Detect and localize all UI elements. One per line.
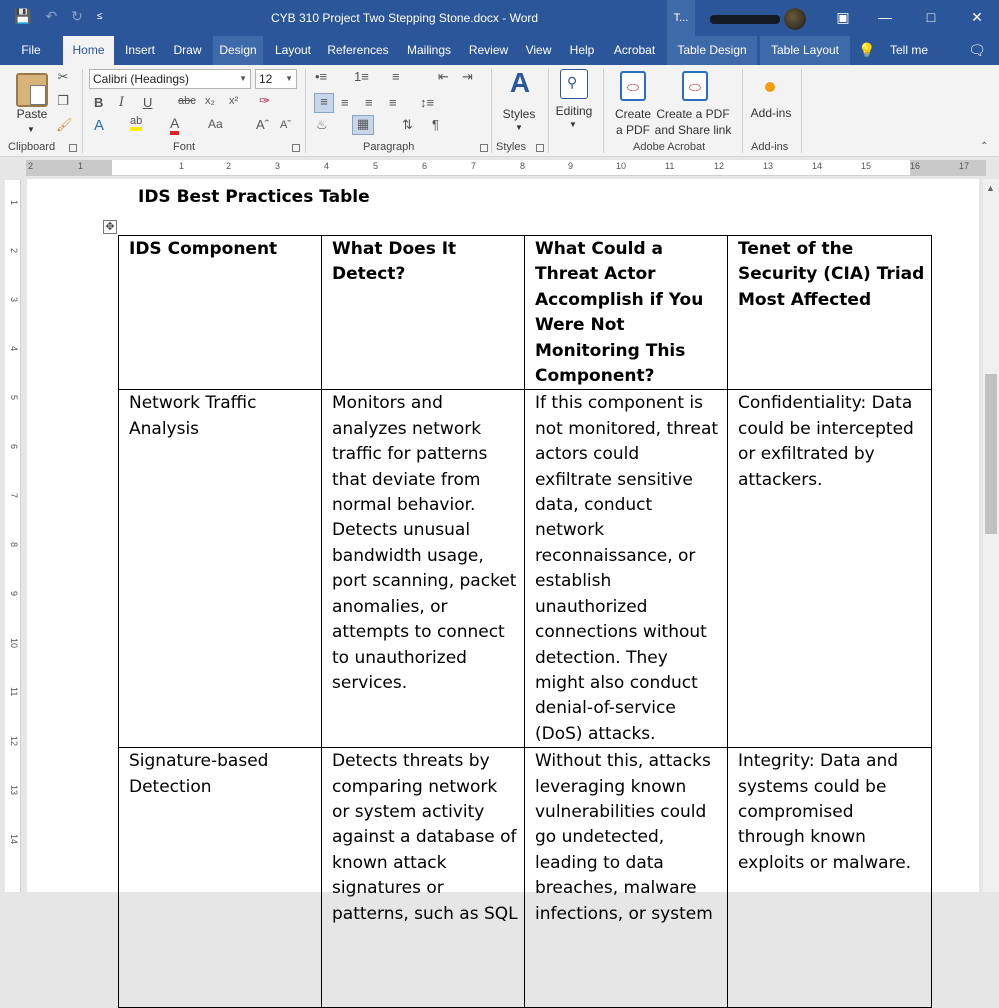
ruler-number: 3 (275, 161, 281, 171)
table-row (119, 390, 932, 748)
ruler-number: 1 (78, 161, 84, 171)
font-color-icon[interactable]: A (170, 115, 179, 135)
add-ins-button[interactable]: Add-ins (750, 106, 792, 120)
tab-layout[interactable]: Layout (274, 43, 312, 57)
create-share-label-1: Create a PDF (656, 107, 730, 121)
customize-qat-icon[interactable]: ≤ (96, 11, 103, 22)
highlight-color-icon[interactable]: ab (130, 115, 142, 131)
search-icon[interactable]: ⚲ (560, 69, 588, 99)
maximize-icon[interactable]: □ (926, 9, 936, 25)
font-size-select[interactable] (255, 69, 297, 89)
ruler-number: 9 (568, 161, 574, 171)
align-center-icon[interactable]: ≡ (341, 95, 349, 110)
ruler-number: 7 (471, 161, 477, 171)
align-left-icon[interactable]: ≡ (314, 93, 334, 113)
change-case-icon[interactable]: Aa (208, 117, 223, 131)
user-name-redacted (710, 15, 780, 24)
ribbon (0, 65, 999, 157)
paste-dropdown-icon[interactable]: ▼ (27, 125, 35, 134)
tab-acrobat[interactable]: Acrobat (613, 43, 656, 57)
table-cell[interactable]: Without this, attacks leveraging known vulnerabilities could go undetected, leading to data breaches, malware infections, or system (525, 748, 728, 1008)
collapse-ribbon-icon[interactable]: ⌃ (980, 141, 989, 152)
tab-help[interactable]: Help (569, 43, 595, 57)
text-effects-icon[interactable]: A (94, 117, 105, 134)
document-title: CYB 310 Project Two Stepping Stone.docx - Word (271, 11, 539, 25)
close-icon[interactable]: ✕ (971, 9, 983, 25)
ruler-number: 3 (9, 297, 19, 303)
clear-formatting-icon[interactable]: ✑ (259, 93, 270, 108)
underline-icon[interactable]: U (143, 95, 153, 110)
bold-icon[interactable]: B (94, 95, 104, 110)
cut-icon[interactable]: ✂ (57, 69, 69, 84)
ruler-number: 11 (9, 687, 19, 697)
tab-references[interactable]: References (327, 43, 389, 57)
group-label-adobe-acrobat: Adobe Acrobat (633, 141, 706, 153)
create-share-pdf-button[interactable] (652, 106, 734, 138)
table-cell[interactable]: Detects threats by comparing network or system activity against a database of known attack signatures or patterns, such as SQL (322, 748, 525, 1008)
font-launcher-icon[interactable] (292, 144, 300, 152)
ruler-number: 8 (9, 542, 19, 548)
create-share-label-2: and Share link (654, 123, 732, 137)
save-icon[interactable]: 💾 (14, 8, 32, 24)
tab-table-design[interactable]: Table Design (667, 36, 757, 65)
table-cell[interactable]: If this component is not monitored, threat actors could exfiltrate sensitive data, conduct network reconnaissance, or establish unauthorized connections without detection. They might also conduct denial-of-service (DoS) attacks. (525, 390, 728, 748)
scrollbar-thumb[interactable] (985, 374, 997, 534)
table-header-cell[interactable]: What Does It Detect? (322, 236, 525, 390)
tell-me-search[interactable]: Tell me (889, 43, 928, 57)
tab-home[interactable]: Home (63, 36, 114, 65)
add-ins-icon[interactable] (765, 82, 775, 92)
font-size-value: 12 (259, 72, 273, 86)
redo-icon[interactable]: ↻ (71, 8, 83, 24)
ruler-number: 16 (910, 161, 921, 171)
ruler-number: 12 (714, 161, 725, 171)
tab-review[interactable]: Review (468, 43, 509, 57)
sort-icon[interactable]: ⇅ (402, 117, 413, 132)
copy-icon[interactable]: ❐ (57, 93, 69, 108)
user-account[interactable] (706, 8, 806, 30)
table-header-row (119, 236, 932, 390)
group-label-font: Font (173, 141, 196, 153)
ruler-number: 10 (616, 161, 627, 171)
ruler-number: 8 (520, 161, 526, 171)
table-cell[interactable]: Network Traffic Analysis (119, 390, 322, 748)
tab-insert[interactable]: Insert (124, 43, 155, 57)
numbering-icon[interactable]: 1≡ (354, 69, 369, 84)
ruler-number: 5 (9, 395, 19, 401)
table-header-cell[interactable]: What Could a Threat Actor Accomplish if You Were Not Monitoring This Component? (525, 236, 728, 390)
styles-dropdown-icon[interactable]: ▼ (515, 123, 523, 132)
ruler-number: 1 (179, 161, 185, 171)
account-tab[interactable]: T... (667, 0, 695, 36)
bullets-icon[interactable]: •≡ (315, 69, 328, 84)
increase-indent-icon[interactable]: ⇥ (462, 69, 473, 84)
align-right-icon[interactable]: ≡ (365, 95, 373, 110)
clipboard-launcher-icon[interactable] (69, 144, 77, 152)
tab-file[interactable]: File (21, 43, 41, 57)
ruler-number: 14 (9, 834, 19, 845)
tab-table-layout[interactable]: Table Layout (760, 36, 850, 65)
ruler-number: 1 (9, 200, 19, 206)
show-marks-icon[interactable]: ¶ (432, 117, 439, 132)
create-pdf-label-2: a PDF (615, 123, 650, 137)
table-header-cell[interactable]: Tenet of the Security (CIA) Triad Most Affected (728, 236, 932, 390)
borders-icon[interactable]: ▦ (352, 115, 374, 135)
ruler-number: 13 (9, 785, 19, 796)
create-pdf-icon[interactable] (620, 71, 646, 101)
tab-draw[interactable]: Draw (173, 43, 202, 57)
ruler-number: 9 (9, 591, 19, 597)
quick-access-toolbar (14, 8, 102, 25)
ruler-number: 2 (226, 161, 232, 171)
styles-icon[interactable]: A (509, 67, 531, 98)
ruler-number: 2 (9, 248, 19, 254)
ribbon-display-options-icon[interactable]: ▣ (836, 9, 850, 25)
ruler-number: 7 (9, 493, 19, 499)
superscript-icon[interactable]: x² (229, 95, 239, 107)
ruler-number: 4 (9, 346, 19, 352)
ruler-number: 5 (373, 161, 379, 171)
lightbulb-icon: 💡 (858, 42, 876, 58)
tab-view[interactable]: View (525, 43, 552, 57)
ruler-number: 4 (324, 161, 330, 171)
shrink-font-icon[interactable]: Aˇ (280, 119, 291, 131)
ruler-number: 14 (812, 161, 823, 171)
paste-icon[interactable] (16, 73, 48, 107)
tab-mailings[interactable]: Mailings (406, 43, 451, 57)
vertical-scrollbar[interactable] (983, 179, 999, 892)
ruler-number: 6 (9, 444, 19, 450)
ruler-number: 2 (28, 161, 34, 171)
title-bar (0, 0, 999, 36)
ruler-number: 15 (861, 161, 872, 171)
styles-launcher-icon[interactable] (536, 144, 544, 152)
create-pdf-button[interactable] (608, 106, 658, 138)
chevron-down-icon: ▼ (285, 74, 293, 83)
multilevel-list-icon[interactable]: ≡ (392, 69, 400, 84)
table-row (119, 748, 932, 1008)
group-label-clipboard: Clipboard (8, 141, 56, 153)
ruler-number: 17 (959, 161, 970, 171)
tab-design[interactable]: Design (213, 36, 263, 65)
paste-button[interactable]: Paste (16, 107, 48, 121)
chevron-down-icon: ▼ (239, 74, 247, 83)
avatar[interactable] (784, 8, 806, 30)
justify-icon[interactable]: ≡ (389, 95, 397, 110)
editing-dropdown-icon[interactable]: ▼ (569, 120, 577, 129)
scroll-up-icon[interactable]: ▲ (986, 183, 995, 193)
paragraph-launcher-icon[interactable] (480, 144, 488, 152)
ruler-number: 12 (9, 736, 19, 747)
ruler-number: 6 (422, 161, 428, 171)
decrease-indent-icon[interactable]: ⇤ (438, 69, 449, 84)
ruler-number: 13 (763, 161, 774, 171)
italic-icon[interactable]: I (119, 95, 125, 110)
ruler-number: 11 (665, 161, 675, 171)
subscript-icon[interactable]: x₂ (205, 95, 215, 107)
table-move-handle-icon[interactable]: ✥ (103, 220, 117, 234)
table-cell[interactable]: Signature-based Detection (119, 748, 322, 1008)
document-page[interactable] (27, 179, 979, 924)
grow-font-icon[interactable]: Aˆ (256, 117, 269, 132)
strikethrough-icon[interactable]: abc (178, 95, 196, 107)
document-heading[interactable]: IDS Best Practices Table (138, 187, 370, 207)
table-header-cell[interactable]: IDS Component (119, 236, 322, 390)
group-label-add-ins: Add-ins (751, 141, 789, 153)
font-name-select[interactable] (89, 69, 251, 89)
vertical-ruler[interactable] (5, 180, 21, 892)
table-cell[interactable]: Monitors and analyzes network traffic for patterns that deviate from normal behavior. Detects unusual bandwidth usage, port scanning, packet anomalies, or attempts to connect to unauthorized services. (322, 390, 525, 748)
table-cell[interactable]: Confidentiality: Data could be intercepted or exfiltrated by attackers. (728, 390, 932, 748)
table-cell[interactable]: Integrity: Data and systems could be compromised through known exploits or malware. (728, 748, 932, 1008)
ruler-number: 10 (9, 638, 19, 649)
create-share-pdf-icon[interactable] (682, 71, 708, 101)
group-label-paragraph: Paragraph (363, 141, 415, 153)
comments-icon[interactable]: 🗨 (968, 42, 986, 58)
font-name-value: Calibri (Headings) (93, 72, 190, 86)
ids-best-practices-table[interactable] (118, 235, 932, 1008)
horizontal-ruler[interactable] (26, 160, 986, 176)
format-painter-icon[interactable]: 🖌 (56, 117, 73, 132)
shading-icon[interactable]: ♨ (316, 117, 328, 132)
editing-button[interactable]: Editing (555, 104, 593, 118)
line-spacing-icon[interactable]: ↕≡ (420, 95, 435, 110)
group-label-styles: Styles (496, 141, 526, 153)
ribbon-tabs (0, 36, 999, 65)
styles-button[interactable]: Styles (502, 107, 536, 121)
undo-icon[interactable]: ↶ (45, 8, 58, 24)
create-pdf-label-1: Create (614, 107, 652, 121)
minimize-icon[interactable]: — (878, 9, 892, 25)
